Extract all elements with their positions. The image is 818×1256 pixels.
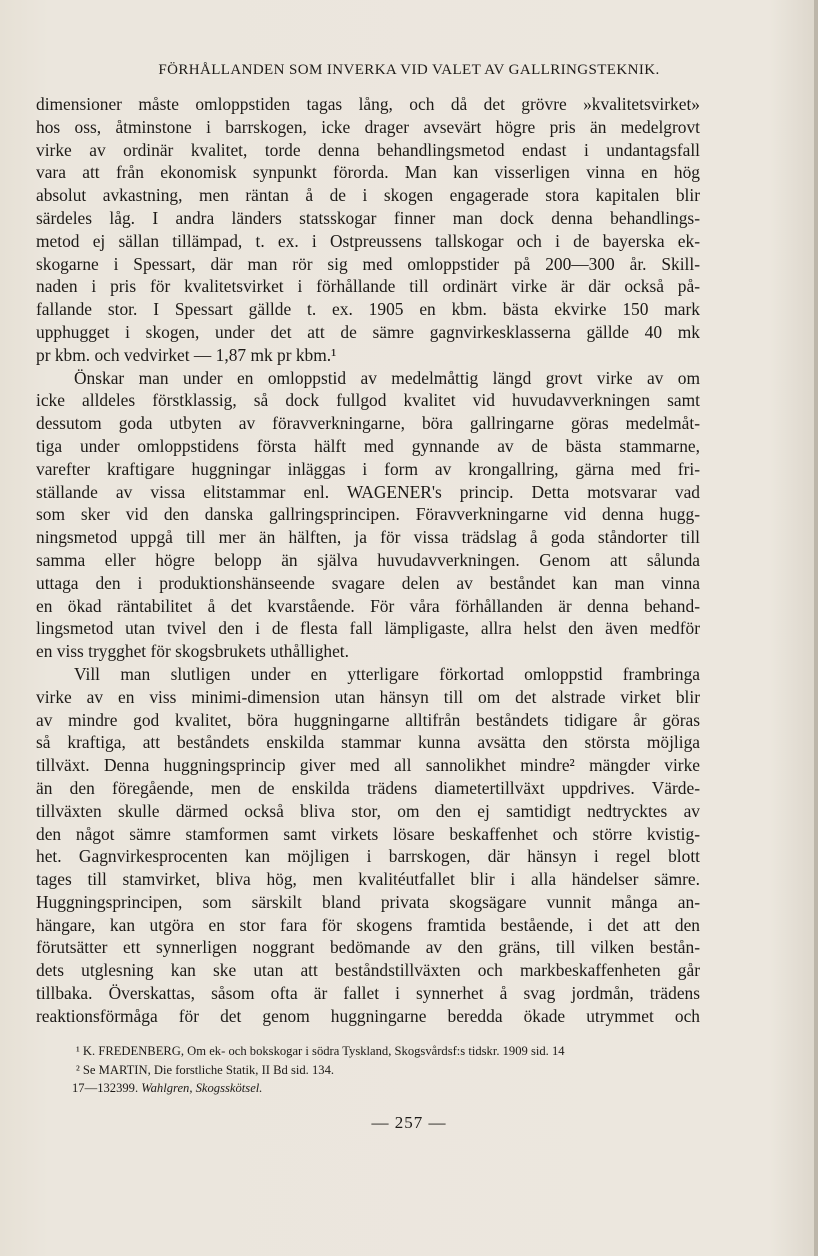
body-text (36, 93, 700, 1028)
text-line: som sker vid den danska gallringsprincipen. Föravverkningarne vid denna hugg- (36, 504, 700, 525)
text-line: absolut avkastning, men räntan å de i skogen engagerade stora kapitalen blir (36, 185, 700, 206)
text-line: Vill man slutligen under en ytterligare förkortad omloppstid frambringa (74, 663, 700, 684)
text-line: tillväxt. Denna huggningsprincip giver med all sannolikhet mindre² mängder virke (36, 755, 700, 776)
text-line: upphugget i skogen, under det att de sämre gagnvirkesklasserna gällde 40 mk (36, 321, 700, 342)
signature-line (72, 1081, 262, 1096)
text-line: en ökad räntabilitet å det kvarstående. För våra förhållanden är denna behand- (36, 595, 700, 616)
text-line: av mindre god kvalitet, böra huggningarne alltifrån beståndets tidigare år göras (36, 709, 700, 730)
signature-number: 17—132399. (72, 1081, 139, 1095)
text-line: samma eller högre belopp än själva huvudavverkningen. Genom att sålunda (36, 549, 700, 570)
text-line: reaktionsförmåga för det genom huggningarne beredda ökade utrymmet och (36, 1005, 700, 1026)
text-line: lingsmetod utan tvivel den i de flesta fall lämpligaste, allra helst den även medför (36, 618, 700, 639)
text-line: så kraftiga, att beståndets enskilda stammar kunna avsätta den största möjliga (36, 732, 700, 753)
page-number: — 257 — (371, 1113, 447, 1132)
text-line: virke av ordinär kvalitet, torde denna behandlingsmetod endast i undantagsfall (36, 139, 700, 160)
signature-author-title: Wahlgren, Skogsskötsel. (141, 1081, 263, 1095)
footnote-2: ² Se MARTIN, Die forstliche Statik, II Bd sid. 134. (76, 1063, 335, 1077)
text-line: metod ej sällan tillämpad, t. ex. i Ostpreussens tallskogar och i de bayerska ek- (36, 230, 700, 251)
text-line: hängare, kan utgöra en stor fara för skogens framtida bestående, i det att den (36, 914, 700, 935)
footnotes (36, 1042, 700, 1080)
text-line: het. Gagnvirkesprocenten kan möjligen i barrskogen, där hänsyn i regel blott (36, 846, 700, 867)
footnote-1: ¹ K. FREDENBERG, Om ek- och bokskogar i södra Tyskland, Skogsvårdsf:s tidskr. 1909 sid. 14 (76, 1044, 565, 1058)
text-line: den något sämre stamformen samt virkets lösare beskaffenhet och större kvistig- (36, 823, 700, 844)
text-line: tiga under omloppstidens första hälft med gynnande av de bästa stammarne, (36, 435, 700, 456)
text-line: Önskar man under en omloppstid av medelmåttig längd grovt virke av om (74, 367, 700, 388)
text-line: uttaga den i produktionshänseende svagare delen av beståndet kan man vinna (36, 572, 700, 593)
text-line: ningsmetod uppgå till mer än hälften, ja för vissa trädslag å goda ståndorter till (36, 527, 700, 548)
text-line: naden i pris för kvalitetsvirket i förhållande till ordinärt virke är där också på- (36, 276, 700, 297)
text-line: Huggningsprincipen, som särskilt bland privata skogsägare vunnit många an- (36, 891, 700, 912)
text-line: icke alldeles förstklassig, så dock fullgod kvalitet vid huvudavverkningen samt (36, 390, 700, 411)
text-line: dimensioner måste omloppstiden tagas lång, och då det grövre »kvalitetsvirket» (36, 94, 700, 114)
text-line: varefter kraftigare huggningar inläggas i form av krongallring, gärna med fri- (36, 458, 700, 479)
text-line: vara att från ekonomisk synpunkt förorda. Man kan visserligen vinna en hög (36, 162, 700, 183)
text-line: ställande av vissa elitstammar enl. WAGENER's princip. Detta motsvarar vad (36, 481, 700, 502)
text-line: förutsätter ett synnerligen noggrant bedömande av den gräns, till vilken bestån- (36, 937, 700, 958)
text-line: pr kbm. och vedvirket — 1,87 mk pr kbm.¹ (36, 344, 337, 365)
text-line: dets utglesning kan ske utan att beståndstillväxten och markbeskaffenheten går (36, 960, 700, 981)
text-line: virke av en viss minimi-dimension utan hänsyn till om det alstrade virket blir (36, 686, 700, 707)
text-line: tillväxten skulle därmed också bliva stor, om den ej samtidigt nedtrycktes av (36, 800, 700, 821)
text-line: skogarne i Spessart, där man rör sig med omloppstider på 200—300 år. Skill- (36, 253, 700, 274)
text-line: särdeles låg. I andra länders statsskogar finner man dock denna behandlings- (36, 207, 700, 228)
running-head: FÖRHÅLLANDEN SOM INVERKA VID VALET AV GALLRINGSTEKNIK. (158, 62, 660, 78)
text-line: än den föregående, men de enskilda trädens diametertillväxt uppdrives. Värde- (36, 777, 700, 798)
text-line: hos oss, åtminstone i barrskogen, icke drager avsevärt högre pris än medelgrovt (36, 116, 700, 137)
text-line: fallande stor. I Spessart gällde t. ex. 1905 en kbm. bästa ekvirke 150 mark (36, 299, 700, 320)
text-line: en viss trygghet för skogsbrukets uthållighet. (36, 641, 349, 662)
text-line: tillbaka. Överskattas, såsom ofta är fallet i synnerhet å svag jordmån, trädens (36, 983, 700, 1004)
text-line: dessutom goda utbyten av föravverkningarne, böra gallringarne göras medelmåt- (36, 413, 700, 434)
text-line: tages till stamvirket, bliva hög, men kvalitéutfallet blir i alla händelser sämre. (36, 869, 700, 890)
